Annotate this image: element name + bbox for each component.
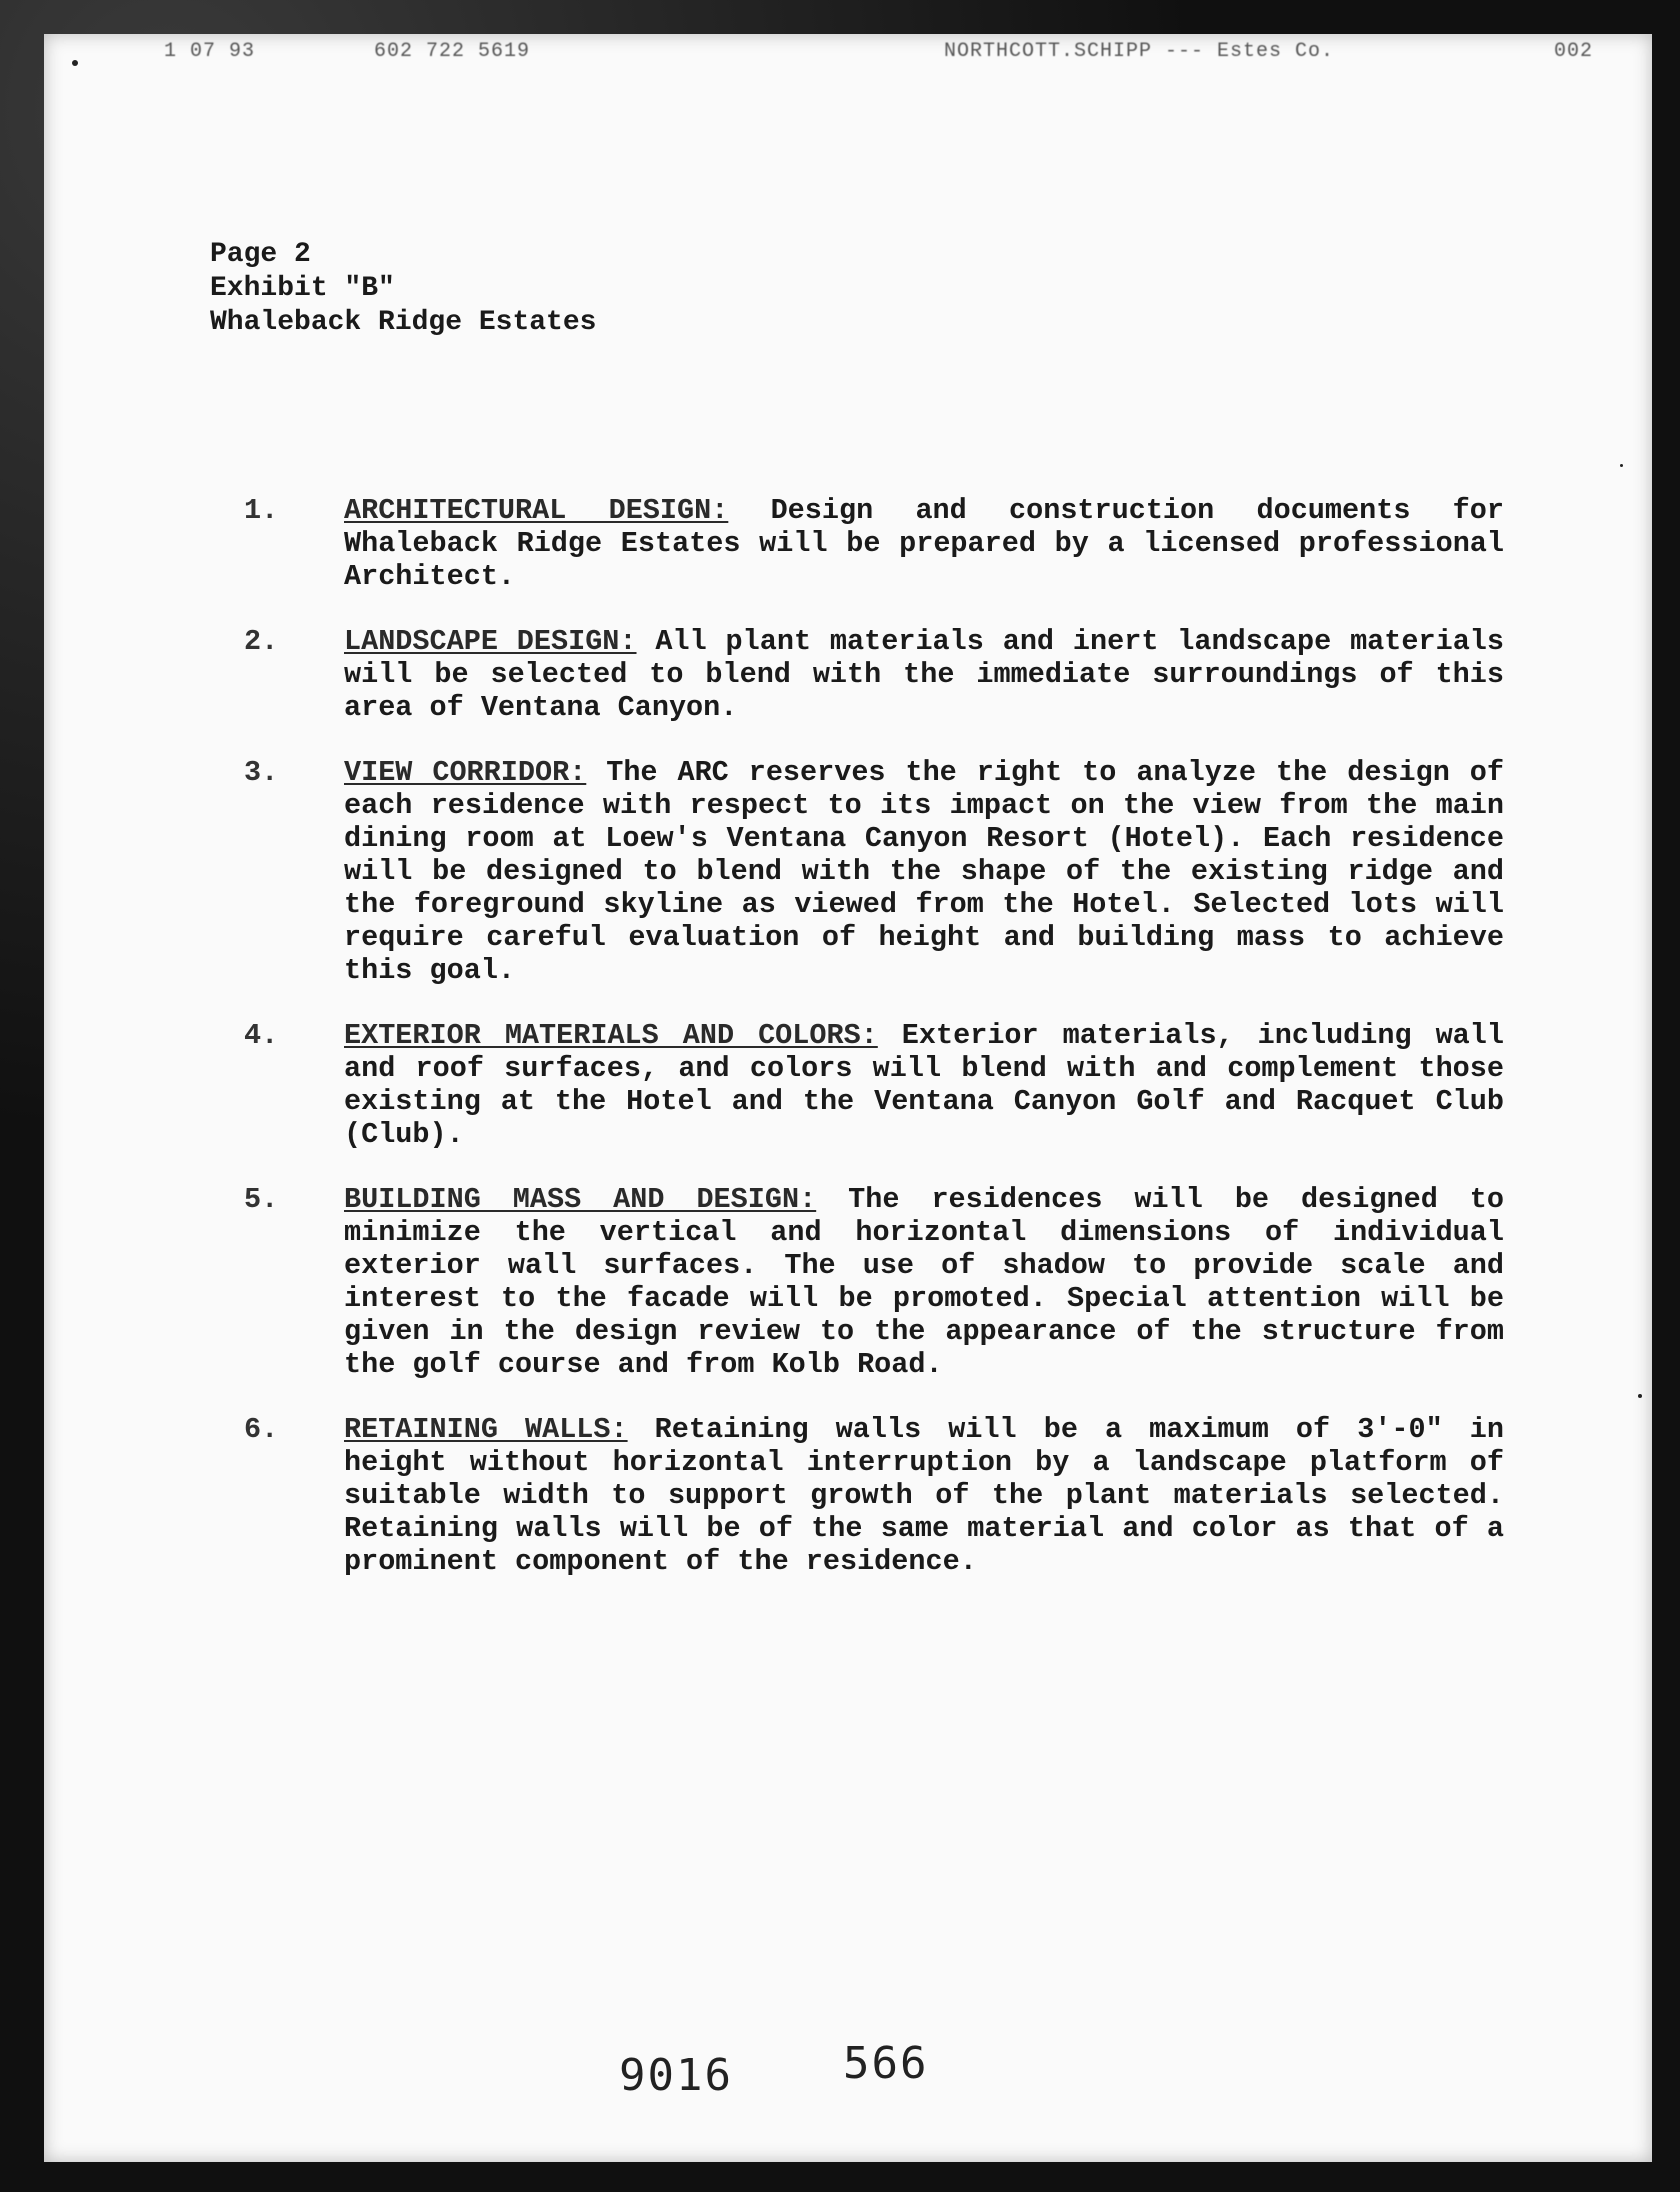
recording-page: 566: [842, 2038, 929, 2089]
scan-speck: [1620, 464, 1623, 467]
guidelines-list: [194, 494, 1504, 1610]
fax-header: [154, 40, 1594, 68]
fax-header-page: 002: [1554, 40, 1594, 63]
item-number: 4.: [244, 1019, 279, 1052]
item-number: 6.: [244, 1413, 279, 1446]
list-item: [194, 625, 1504, 724]
fax-header-phone: 602 722 5619: [374, 40, 531, 63]
exhibit-label: Exhibit "B": [210, 273, 395, 304]
item-number: 1.: [244, 494, 279, 527]
item-text: Design and construction documents for Whaleback Ridge Estates will be prepared by a licensed professional Architect.: [344, 494, 1504, 593]
item-number: 2.: [244, 625, 279, 658]
item-title: LANDSCAPE DESIGN:: [344, 625, 637, 658]
scan-speck: [72, 60, 78, 66]
item-title: VIEW CORRIDOR:: [344, 756, 587, 789]
list-item: [194, 756, 1504, 987]
item-text: Retaining walls will be a maximum of 3'-0" in height without horizontal interruption by a landscape platform of suitable width to support growth of the plant materials selected. Retaining walls will be of the same material and color as that of a prominent component of the residence.: [344, 1413, 1504, 1578]
item-title: EXTERIOR MATERIALS AND COLORS:: [344, 1019, 878, 1052]
item-title: ARCHITECTURAL DESIGN:: [344, 494, 729, 527]
fax-header-sender: NORTHCOTT.SCHIPP --- Estes Co.: [944, 40, 1335, 63]
scan-speck: [1638, 1394, 1642, 1398]
list-item: [194, 1413, 1504, 1578]
list-item: [194, 1019, 1504, 1151]
item-text: The residences will be designed to minimize the vertical and horizontal dimensions of individual exterior wall surfaces. The use of shadow to provide scale and interest to the facade will be promoted. Special attention will be given in the design review to the appearance of the structure from the golf course and from Kolb Road.: [344, 1183, 1504, 1381]
item-title: RETAINING WALLS:: [344, 1413, 628, 1446]
item-text: All plant materials and inert landscape materials will be selected to blend with the immediate surroundings of this area of Ventana Canyon.: [344, 625, 1505, 724]
item-title: BUILDING MASS AND DESIGN:: [344, 1183, 817, 1216]
item-number: 3.: [244, 756, 279, 789]
list-item: [194, 1183, 1504, 1381]
item-text: Exterior materials, including wall and roof surfaces, and colors will blend with and complement those existing at the Hotel and the Ventana Canyon Golf and Racquet Club (Club).: [344, 1019, 1504, 1151]
fax-header-date: 1 07 93: [164, 40, 256, 63]
recording-number: [619, 2038, 929, 2101]
project-name: Whaleback Ridge Estates: [210, 307, 597, 338]
recording-book: 9016: [619, 2050, 733, 2101]
list-item: [194, 494, 1504, 593]
page-label: Page 2: [210, 239, 311, 270]
item-number: 5.: [244, 1183, 279, 1216]
item-text: The ARC reserves the right to analyze the design of each residence with respect to its impact on the view from the main dining room at Loew's Ventana Canyon Resort (Hotel). Each residence will be designed to blend with the shape of the existing ridge and the foreground skyline as viewed from the Hotel. Selected lots will require careful evaluation of height and building mass to achieve this goal.: [344, 756, 1504, 987]
document-heading: [210, 238, 596, 340]
document-page: [44, 34, 1652, 2162]
